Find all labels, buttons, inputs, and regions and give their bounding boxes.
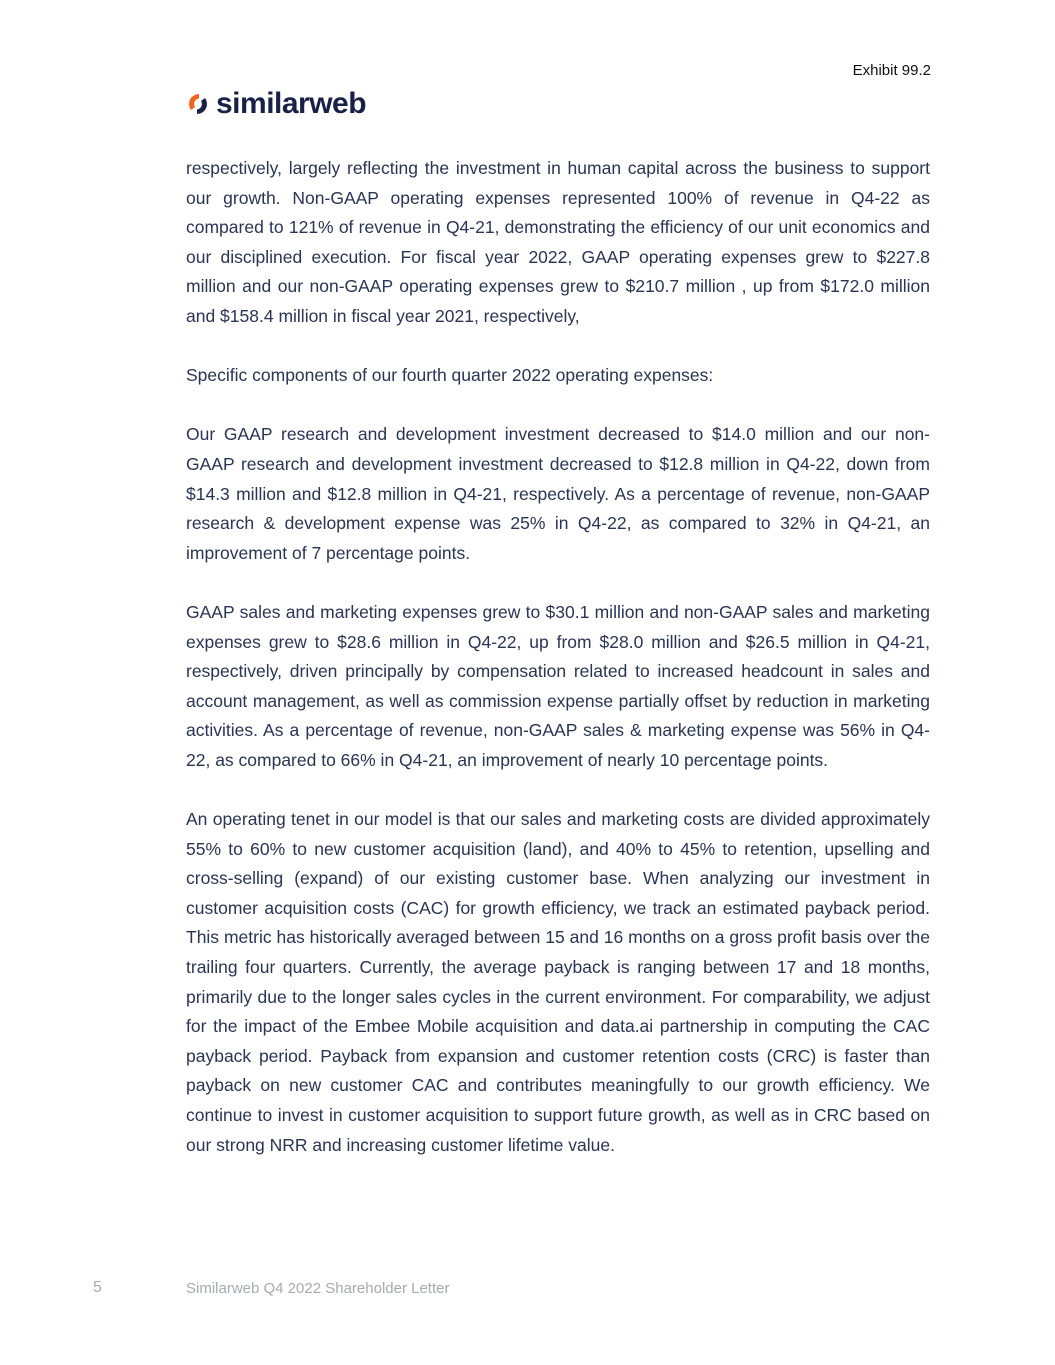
page-number: 5 (93, 1279, 102, 1296)
letter-body (186, 154, 930, 1160)
exhibit-label: Exhibit 99.2 (852, 62, 931, 79)
paragraph-research-development: Our GAAP research and development investment decreased to $14.0 million and our non-GAAP research and development investment decreased to $12.8 million in Q4-22, down from $14.3 million and $12.8 million in Q4-21, respectively. As a percentage of revenue, non-GAAP research & development expense was 25% in Q4-22, as compared to 32% in Q4-21, an improvement of 7 percentage points. (186, 424, 930, 563)
paragraph-opex-summary: respectively, largely reflecting the investment in human capital across the business to support our growth. Non-GAAP operating expenses represented 100% of revenue in Q4-22 as compared to 121% of revenue in Q4-21, demonstrating the efficiency of our unit economics and our disciplined execution. For fiscal year 2022, GAAP operating expenses grew to $227.8 million and our non-GAAP operating expenses grew to $210.7 million , up from $172.0 million and $158.4 million in fiscal year 2021, respectively, (186, 158, 930, 326)
similarweb-logo (186, 86, 366, 122)
similarweb-logo-icon (186, 92, 210, 116)
footer-document-title: Similarweb Q4 2022 Shareholder Letter (186, 1280, 450, 1297)
paragraph-operating-tenet: An operating tenet in our model is that our sales and marketing costs are divided approximately 55% to 60% to new customer acquisition (land), and 40% to 45% to retention, upselling and cross-selling (expand) of our existing customer base. When analyzing our investment in customer acquisition costs (CAC) for growth efficiency, we track an estimated payback period. This metric has historically averaged between 15 and 16 months on a gross profit basis over the trailing four quarters. Currently, the average payback is ranging between 17 and 18 months, primarily due to the longer sales cycles in the current environment. For comparability, we adjust for the impact of the Embee Mobile acquisition and data.ai partnership in computing the CAC payback period. Payback from expansion and customer retention costs (CRC) is faster than payback on new customer CAC and contributes meaningfully to our growth efficiency. We continue to invest in customer acquisition to support future growth, as well as in CRC based on our strong NRR and increasing customer lifetime value. (186, 809, 930, 1155)
paragraph-sales-marketing: GAAP sales and marketing expenses grew to $30.1 million and non-GAAP sales and marketing expenses grew to $28.6 million in Q4-22, up from $28.0 million and $26.5 million in Q4-21, respectively, driven principally by compensation related to increased headcount in sales and account management, as well as commission expense partially offset by reduction in marketing activities. As a percentage of revenue, non-GAAP sales & marketing expense was 56% in Q4-22, as compared to 66% in Q4-21, an improvement of nearly 10 percentage points. (186, 601, 930, 770)
logo-wordmark: similarweb (216, 87, 367, 120)
paragraph-components-intro: Specific components of our fourth quarter 2022 operating expenses: (186, 365, 714, 386)
